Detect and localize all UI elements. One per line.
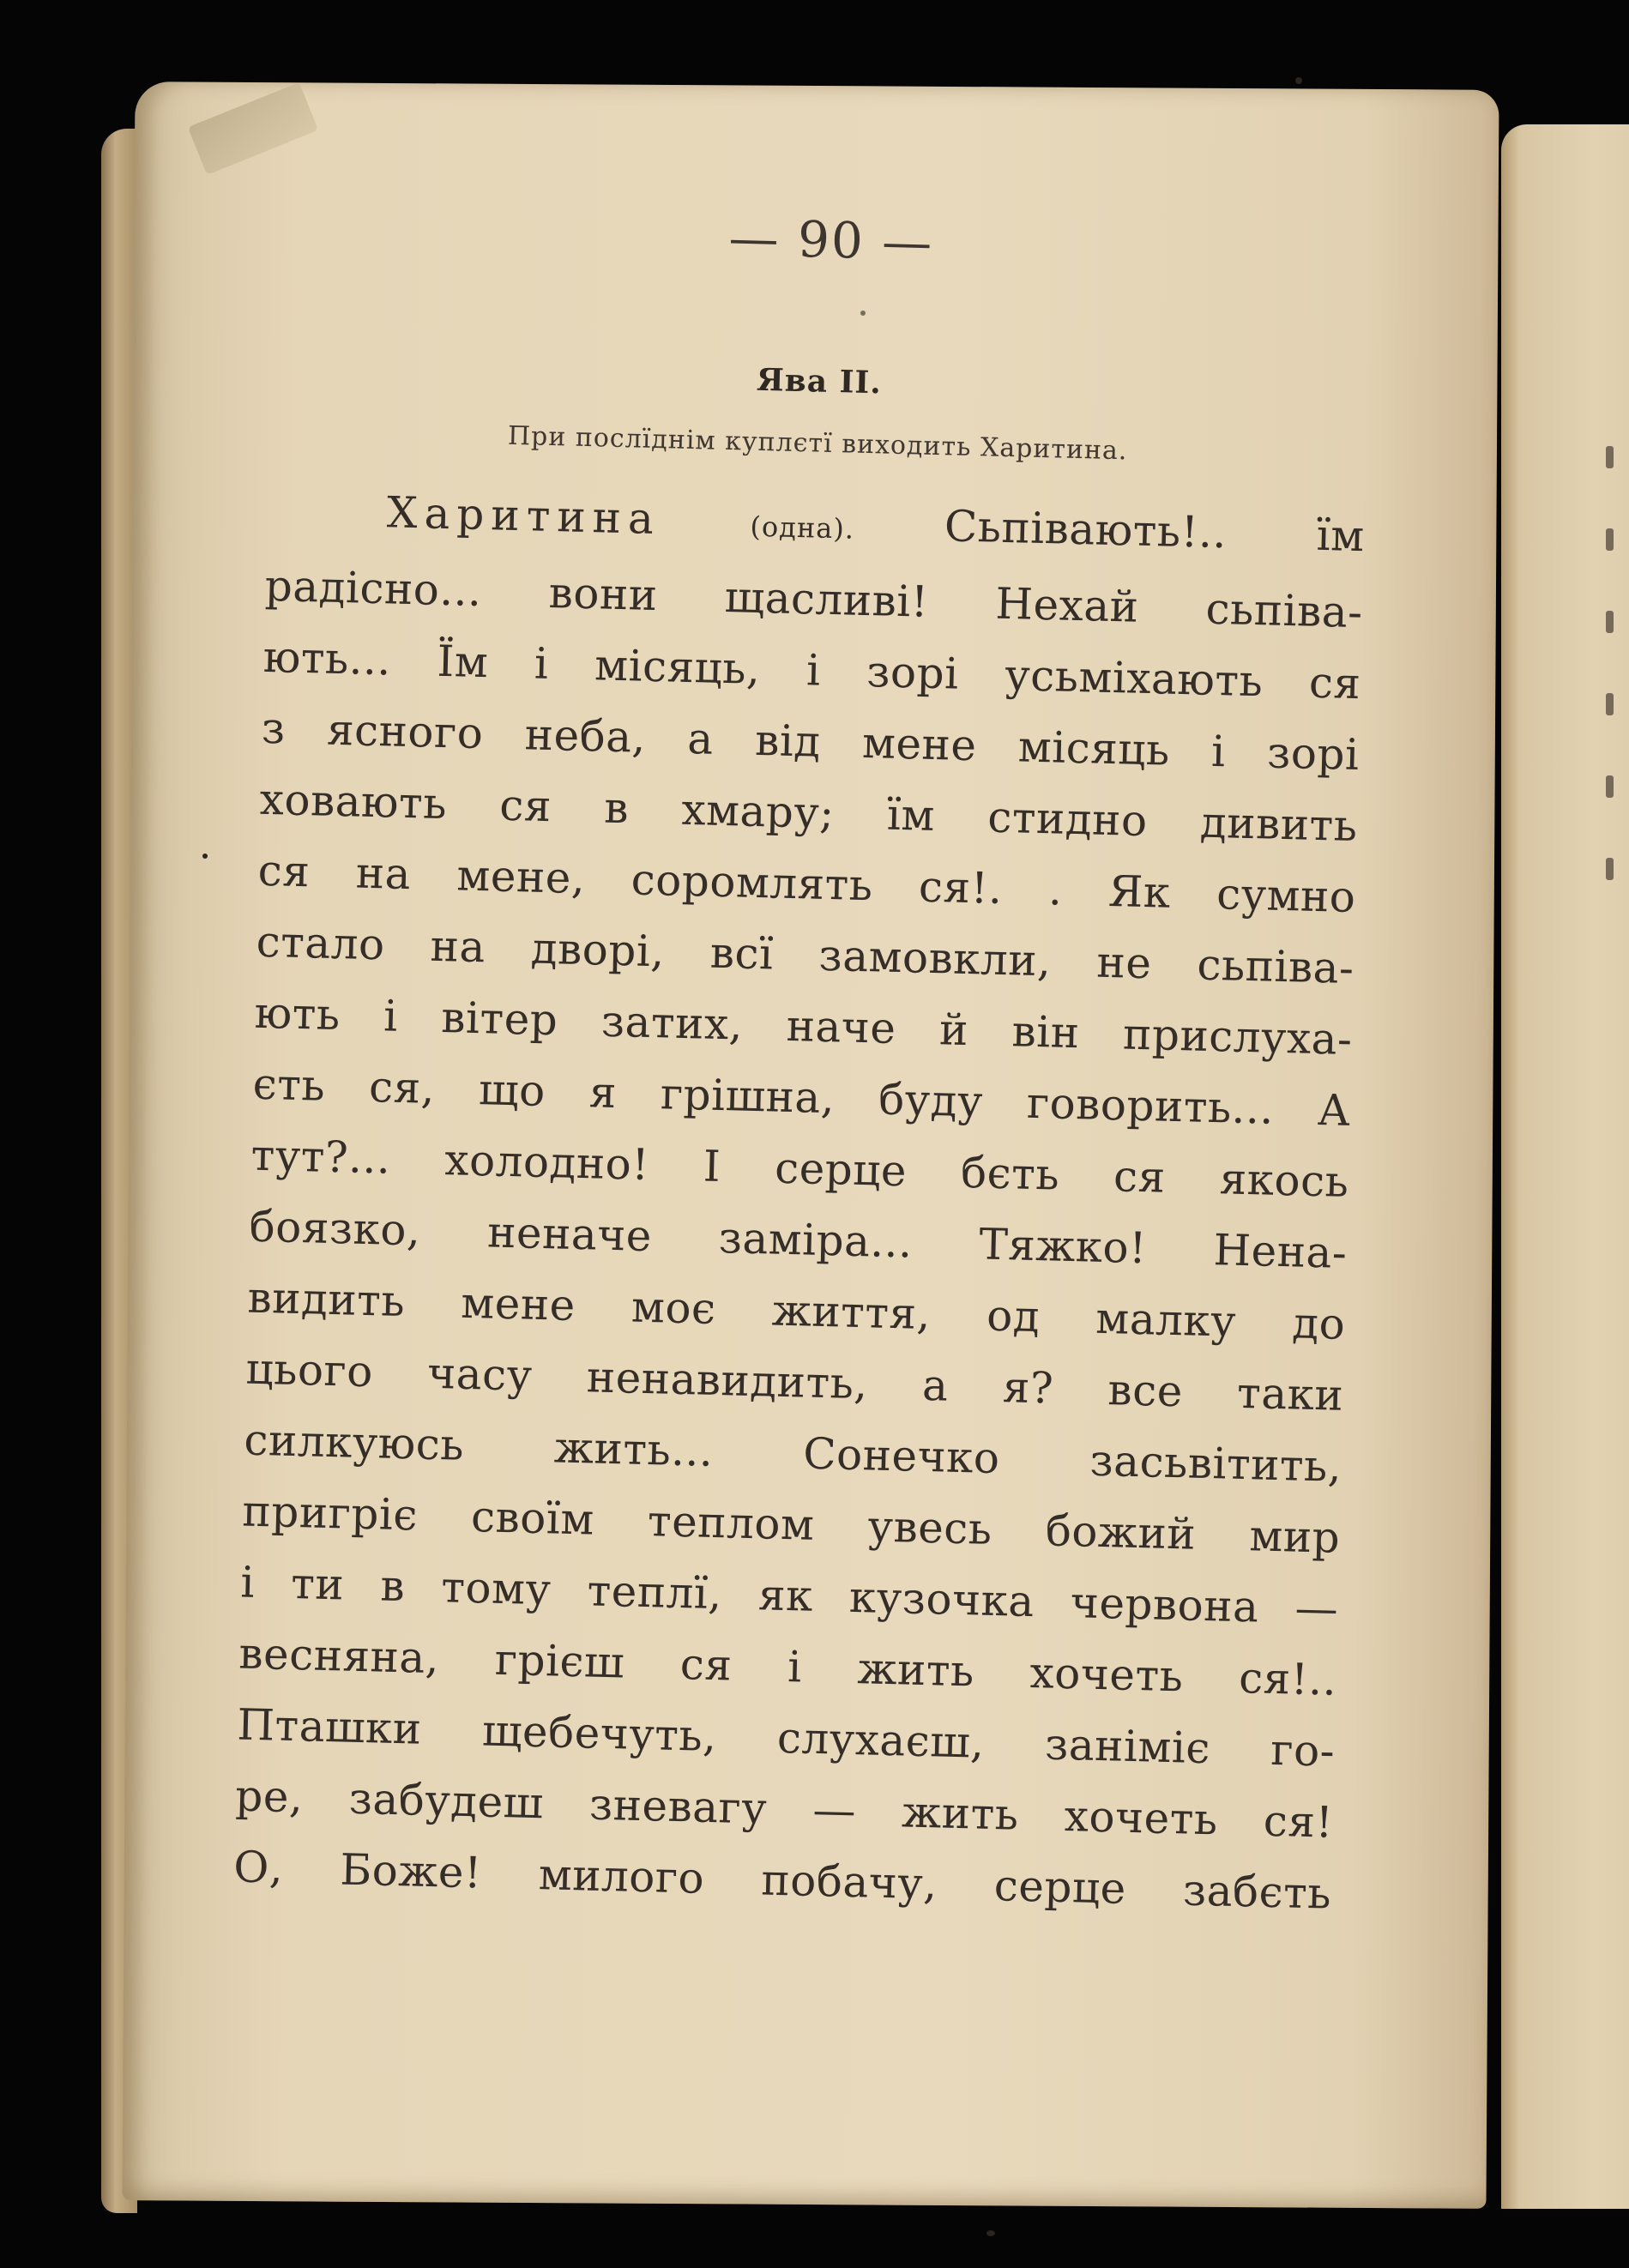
text-line: весняна, грієш ся і жить хочеть ся!.. — [238, 1628, 1337, 1705]
dust-speck — [1295, 77, 1302, 84]
text-line: видить мене моє життя, од малку до — [246, 1272, 1346, 1349]
text-line: ре, забудеш зневагу — жить хочеть ся! — [234, 1770, 1334, 1848]
text-line: єть ся, що я грішна, буду говорить... А — [252, 1059, 1352, 1136]
text-line: цього часу ненавидить, а я? все таки — [244, 1343, 1344, 1421]
page-number: — 90 — — [727, 208, 935, 272]
dust-speck — [986, 2230, 995, 2236]
stage-direction: При послїднім куплєтї виходить Харитина. — [507, 420, 1128, 467]
dust-speck — [202, 854, 208, 859]
text-line-fragment: Сьпівають!.. їм — [944, 501, 1366, 562]
scene-title: Ява II. — [756, 361, 883, 401]
text-line: радісно... вони щасливі! Нехай сьпіва- — [264, 560, 1364, 638]
text-line: і ти в тому теплї, як кузочка червона — — [239, 1557, 1339, 1634]
text-line: боязко, неначе заміра... Тяжко! Нена- — [248, 1201, 1348, 1278]
text-line: тут?... холодно! І серце бєть ся якось — [250, 1130, 1350, 1207]
monologue-text — [232, 474, 1365, 1930]
text-line: О, Боже! милого побачу, серце забєть — [232, 1842, 1332, 1919]
adjacent-page-text-fragments — [1606, 446, 1616, 1475]
page-content — [232, 197, 1372, 1930]
text-line: ють і вітер затих, наче й він прислуха- — [254, 987, 1354, 1065]
text-line: стало на дворі, всї замовкли, не сьпіва- — [256, 916, 1355, 994]
speaker-name: Харитина — [386, 487, 661, 545]
text-line: ся на мене, соромлять ся!. . Як сумно — [257, 845, 1357, 923]
text-line: ють... Їм і місяць, і зорі усьміхають ся — [262, 631, 1362, 709]
text-line: з ясного неба, а від мене місяць і зорі — [261, 703, 1361, 781]
text-line: ховають ся в хмару; їм стидно дивить — [259, 774, 1359, 852]
speaker-remark: (одна). — [750, 510, 855, 546]
text-line: Пташки щебечуть, слухаєш, заніміє го- — [236, 1699, 1336, 1776]
text-line: пригріє своїм теплом увесь божий мир — [241, 1486, 1341, 1563]
text-line: силкуюсь жить... Сонечко засьвітить, — [243, 1414, 1342, 1492]
